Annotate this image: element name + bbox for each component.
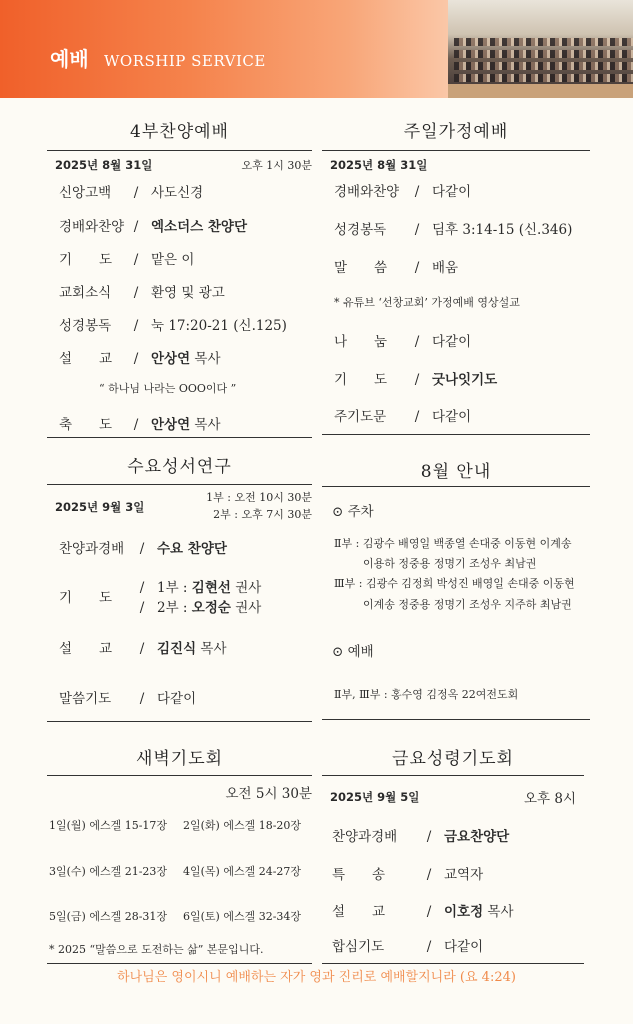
order-row: 경배와찬양 / 다같이 (334, 184, 472, 200)
service-time: 오후 8시 (523, 791, 576, 807)
order-row: 찬양과경배 / 수요 찬양단 (59, 541, 227, 557)
header-banner (0, 0, 633, 98)
service-date: 2025년 9월 3일 (55, 500, 145, 514)
panel-wednesday-bible-study (47, 453, 312, 723)
service-date: 2025년 9월 5일 (330, 790, 420, 804)
parking-heading: ⊙ 주차 (332, 504, 374, 520)
parking-group-2: Ⅱ부 : 김광수 배영일 백종열 손대중 이동현 이계송 (334, 537, 572, 550)
order-row: 기 도 / 맡은 이 (59, 252, 195, 268)
panel-title: 주일가정예배 (403, 122, 509, 142)
panel-title: 4부찬양예배 (130, 122, 229, 142)
panel-title: 8월 안내 (420, 462, 492, 482)
order-row: 기 도 / 굿나잇기도 (334, 372, 498, 388)
reading-row: 5일(금) 에스겔 28-31장 6일(토) 에스겔 32-34장 (49, 910, 302, 923)
service-time: 오전 5시 30분 (225, 786, 312, 802)
parking-group-3: Ⅲ부 : 김광수 김정희 박성진 배영일 손대중 이동현 (334, 577, 575, 590)
youtube-note: * 유튜브 ‘선창교회’ 가정예배 영상설교 (334, 296, 520, 309)
sermon-title: “ 하나님 나라는 OOO이다 ” (99, 382, 237, 395)
order-row: 신앙고백 / 사도신경 (59, 185, 204, 201)
order-row: 말 씀 / 배움 (334, 260, 459, 276)
worship-duty: Ⅱ부, Ⅲ부 : 홍수영 김정옥 22여전도회 (334, 688, 519, 701)
reading-note: * 2025 “말씀으로 도전하는 삶” 본문입니다. (49, 943, 264, 956)
section-title-korean: 예배 (50, 47, 89, 71)
order-row: 특 송 / 교역자 (332, 867, 484, 883)
reading-row: 3일(수) 에스겔 21-23장 4일(목) 에스겔 24-27장 (49, 865, 302, 878)
order-row: 성경봉독 / 눅 17:20-21 (신.125) (59, 318, 287, 334)
order-row: 교회소식 / 환영 및 광고 (59, 285, 225, 301)
service-time-2: 2부 : 오후 7시 30분 (213, 508, 312, 521)
order-row-blessing: 축 도 / 안상연 목사 (59, 417, 221, 433)
parking-group-2-cont: 이용하 정중용 정명기 조성우 최남권 (363, 557, 537, 570)
panel-sunday-family-worship (322, 118, 590, 436)
worship-heading: ⊙ 예배 (332, 644, 374, 660)
order-row: 설 교 / 이호정 목사 (332, 904, 514, 920)
reading-row: 1일(월) 에스겔 15-17장 2일(화) 에스겔 18-20장 (49, 819, 302, 832)
panel-4th-worship (47, 118, 312, 438)
order-row: 주기도문 / 다같이 (334, 409, 472, 425)
section-title-english: WORSHIP SERVICE (104, 52, 266, 70)
order-row: 경배와찬양 / 엑소더스 찬양단 (59, 219, 247, 235)
service-time-1: 1부 : 오전 10시 30분 (206, 491, 312, 504)
panel-dawn-prayer (47, 745, 312, 965)
panel-title: 금요성령기도회 (392, 749, 514, 769)
congregation-photo (448, 0, 633, 98)
order-row-label: 기 도 (59, 590, 113, 606)
panel-august-notice (322, 458, 590, 720)
prayer-part-1: / 1부 : 김현선 권사 (139, 580, 262, 596)
panel-title: 새벽기도회 (135, 749, 224, 769)
prayer-part-2: / 2부 : 오정순 권사 (139, 600, 262, 616)
parking-group-3-cont: 이계송 정중용 정명기 조성우 지주하 최남권 (363, 598, 572, 611)
order-row: 말씀기도 / 다같이 (59, 691, 197, 707)
service-date: 2025년 8월 31일 (55, 158, 153, 172)
panel-title: 수요성서연구 (127, 457, 232, 477)
order-row: 나 눔 / 다같이 (334, 334, 472, 350)
order-row: 합심기도 / 다같이 (332, 939, 484, 955)
panel-friday-prayer (322, 745, 584, 965)
order-row: 찬양과경배 / 금요찬양단 (332, 829, 510, 845)
scripture-footer: 하나님은 영이시니 예배하는 자가 영과 진리로 예배할지니라 (요 4:24) (117, 970, 516, 985)
service-time: 오후 1시 30분 (241, 159, 312, 172)
order-row: 설 교 / 안상연 목사 (59, 351, 221, 367)
order-row: 설 교 / 김진식 목사 (59, 641, 227, 657)
order-row: 성경봉독 / 딤후 3:14-15 (신.346) (334, 222, 573, 238)
service-date: 2025년 8월 31일 (330, 158, 428, 172)
